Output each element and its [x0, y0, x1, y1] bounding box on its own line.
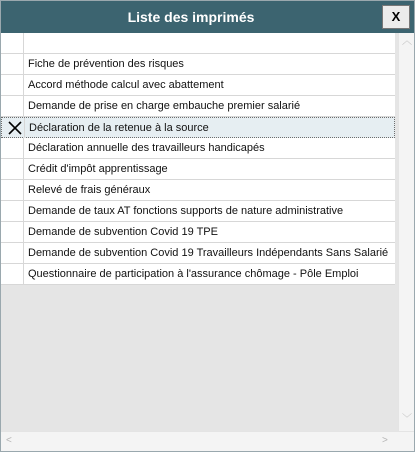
- print-form-list: [1, 33, 399, 431]
- selection-cell[interactable]: [1, 75, 24, 95]
- list-item[interactable]: [1, 222, 395, 243]
- list-item[interactable]: [1, 201, 395, 222]
- list-item[interactable]: [1, 117, 395, 138]
- list-item-label: Demande de subvention Covid 19 Travailleurs Indépendants Sans Salarié: [28, 247, 389, 259]
- selection-cell[interactable]: [1, 159, 24, 179]
- list-item[interactable]: [1, 96, 395, 117]
- selection-cell[interactable]: [1, 243, 24, 263]
- vertical-scrollbar[interactable]: [398, 33, 414, 431]
- selection-cell[interactable]: [1, 138, 24, 158]
- list-item-label: [28, 33, 393, 53]
- title-bar: [1, 1, 414, 33]
- list-item[interactable]: [1, 33, 395, 54]
- list-item-label: Demande de subvention Covid 19 TPE: [28, 226, 218, 238]
- selection-cell[interactable]: [1, 180, 24, 200]
- scroll-right-icon[interactable]: >: [382, 435, 388, 446]
- selection-cell[interactable]: [2, 118, 25, 138]
- list-item-label: Questionnaire de participation à l'assurance chômage - Pôle Emploi: [28, 268, 359, 280]
- selection-cell[interactable]: [1, 201, 24, 221]
- scroll-down-icon[interactable]: ﹀: [402, 414, 412, 425]
- scroll-left-icon[interactable]: <: [6, 435, 12, 446]
- list-item-label: Demande de taux AT fonctions supports de nature administrative: [28, 205, 344, 217]
- x-mark-icon: [8, 121, 22, 135]
- dialog-title: Liste des imprimés: [127, 9, 255, 25]
- list-item[interactable]: [1, 54, 395, 75]
- list-item-label: Fiche de prévention des risques: [28, 58, 184, 70]
- list-item[interactable]: [1, 138, 395, 159]
- list-item-label: Crédit d'impôt apprentissage: [28, 163, 168, 175]
- list-item-label: Accord méthode calcul avec abattement: [28, 79, 224, 91]
- selection-cell[interactable]: [1, 222, 24, 242]
- list-item-label: Déclaration de la retenue à la source: [29, 122, 209, 134]
- selection-cell[interactable]: [1, 96, 24, 116]
- selection-cell[interactable]: [1, 264, 24, 284]
- list-item-label: Déclaration annuelle des travailleurs handicapés: [28, 142, 265, 154]
- horizontal-scrollbar[interactable]: [1, 431, 414, 451]
- list-item[interactable]: [1, 159, 395, 180]
- selection-cell[interactable]: [1, 54, 24, 74]
- close-icon: X: [391, 9, 401, 24]
- list-item[interactable]: [1, 243, 395, 264]
- list-item[interactable]: [1, 180, 395, 201]
- scroll-up-icon[interactable]: ︿: [402, 36, 412, 47]
- close-button[interactable]: [382, 5, 410, 29]
- list-item-label: Demande de prise en charge embauche premier salarié: [28, 100, 301, 112]
- selection-cell[interactable]: [1, 33, 24, 53]
- list-item[interactable]: [1, 75, 395, 96]
- list-item-label: Relevé de frais généraux: [28, 184, 151, 196]
- list-item[interactable]: [1, 264, 395, 285]
